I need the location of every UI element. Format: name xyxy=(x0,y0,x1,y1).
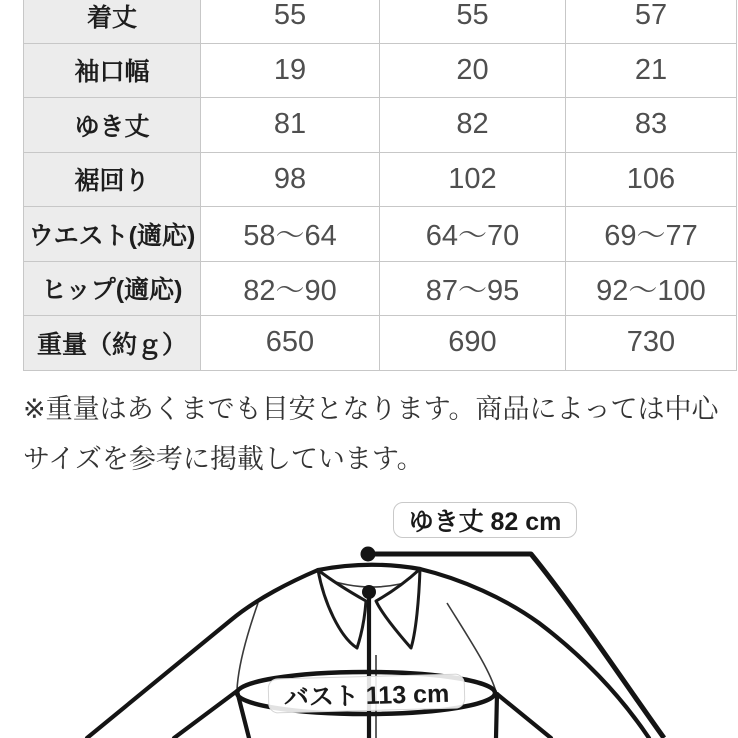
size-value-cell: 82 xyxy=(380,98,566,153)
size-value-cell: 20 xyxy=(380,43,566,98)
row-label: 袖口幅 xyxy=(24,43,201,98)
row-label: ヒップ(適応) xyxy=(24,261,201,316)
size-value-cell: 690 xyxy=(380,316,566,371)
size-value-cell: 64〜70 xyxy=(380,207,566,262)
size-value-cell: 92〜100 xyxy=(566,261,737,316)
size-value-cell: 57 xyxy=(566,0,737,43)
size-value-cell: 87〜95 xyxy=(380,261,566,316)
size-value-cell: 730 xyxy=(566,316,737,371)
size-value-cell: 55 xyxy=(380,0,566,43)
row-label: 裾回り xyxy=(24,152,201,207)
size-value-cell: 58〜64 xyxy=(201,207,380,262)
size-value-cell: 98 xyxy=(201,152,380,207)
sleeve-start-dot xyxy=(361,547,376,562)
size-value-cell: 82〜90 xyxy=(201,261,380,316)
size-value-cell: 21 xyxy=(566,43,737,98)
size-value-cell: 106 xyxy=(566,152,737,207)
size-value-cell: 102 xyxy=(380,152,566,207)
bust-label: バスト 113 cm xyxy=(268,673,466,713)
row-label: 着丈 xyxy=(24,0,201,43)
size-value-cell: 650 xyxy=(201,316,380,371)
row-label: ゆき丈 xyxy=(24,98,201,153)
size-value-cell: 19 xyxy=(201,43,380,98)
size-value-cell: 55 xyxy=(201,0,380,43)
sleeve-length-label: ゆき丈 82 cm xyxy=(393,502,577,538)
size-value-cell: 81 xyxy=(201,98,380,153)
neck-point-dot xyxy=(362,585,376,599)
size-value-cell: 83 xyxy=(566,98,737,153)
row-label: 重量（約ｇ） xyxy=(24,316,201,371)
row-label: ウエスト(適応) xyxy=(24,207,201,262)
size-value-cell: 69〜77 xyxy=(566,207,737,262)
weight-note-text: ※重量はあくまでも目安となります。商品によっては中心サイズを参考に掲載しています。 xyxy=(23,394,719,474)
